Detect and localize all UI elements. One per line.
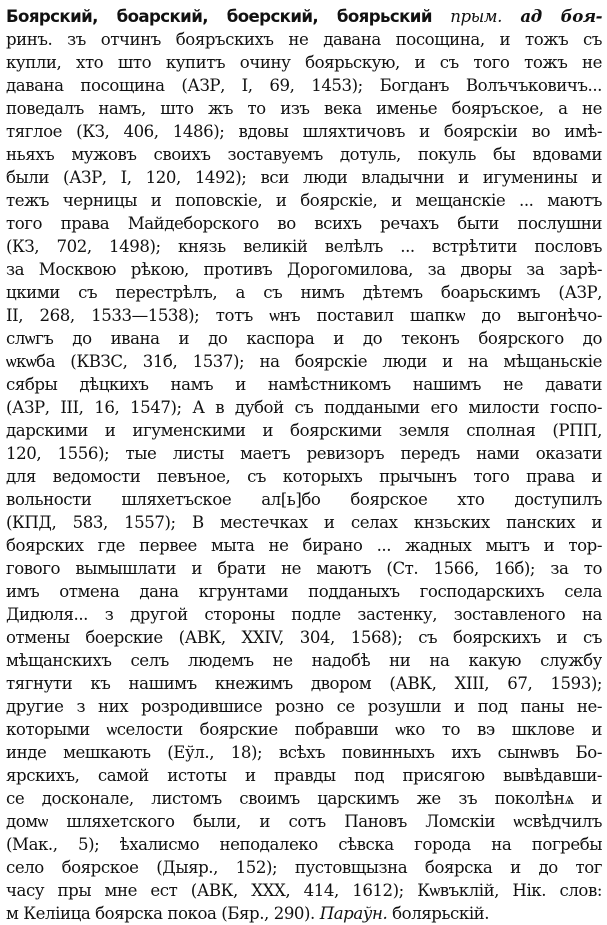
entry-line: тежъ черницы и поповскіе, и боярскіе, и мещанскіе ... маютъ	[6, 191, 602, 210]
entry-line: поведалъ намъ, што жъ то изъ века именье бояръское, а не	[6, 99, 602, 118]
entry-line: были (АЗР, І, 120, 1492); вси люди владычни и игуменины и	[6, 168, 602, 187]
entry-line: ярскихъ, самой истоты и правды под присягою вывѣдавши-	[6, 766, 602, 785]
entry-line: тяглое (КЗ, 406, 1486); вдовы шляхтичовъ и боярскіи во имѣ-	[6, 122, 602, 141]
entry-line: слѡгъ до ивана и до каспора и до теконъ боярского до	[6, 329, 602, 348]
entry-line: ринъ. зъ отчинъ бояръскихъ не давана посощина, и тожъ съ	[6, 30, 602, 49]
entry-line: цкими съ перестрѣлъ, а съ нимъ дѣтемъ боарьскимъ (АЗР,	[6, 283, 602, 302]
entry-last-line	[6, 902, 602, 925]
entry-line: боярских где первее мыта не бирано ... жадных мытъ и тор-	[6, 536, 602, 555]
entry-line: для ведомости певъное, съ которыхъ прычынъ того права и	[6, 467, 602, 486]
entry-line: сябры дѣцкихъ намъ и намѣстникомъ нашимъ не давати	[6, 375, 602, 394]
entry-line: того права Майдеборского во всихъ речахъ быти послушни	[6, 214, 602, 233]
entry-line: которыми ѡселости боярские побравши ѡко то вэ шклове и	[6, 720, 602, 739]
entry-line: (КЗ, 702, 1498); князь великій велѣлъ ... встрѣтити пословъ	[6, 237, 602, 256]
entry-line: се досконале, листомъ своимъ царскимъ же зъ поколѣнѧ и	[6, 789, 602, 808]
entry-line: отмены боерские (АВК, XXIV, 304, 1568); съ боярскихъ и съ	[6, 628, 602, 647]
parallel-label: Параўн.	[319, 904, 388, 923]
entry-line: 120, 1556); тые листы маетъ ревизоръ передъ нами оказати	[6, 444, 602, 463]
entry-line: купли, хто што купитъ очину боярьскую, и съ того тожъ не	[6, 53, 602, 72]
entry-line: за Москвою рѣкою, противъ Дорогомилова, за дворы за зарѣ-	[6, 260, 602, 279]
entry-line-text: м Келіица боярска покоа (Бяр., 290).	[6, 904, 315, 923]
entry-line: дарскими и игуменскими и боярскими земля сполная (РПП,	[6, 421, 602, 440]
entry-line: ѡкѡба (КВЗС, 31б, 1537); на боярскіе люди и на мѣщаньскіе	[6, 352, 602, 371]
entry-line: инде мешкають (Еўл., 18); всѣхъ повинныхъ ихъ сынѡвъ Бо-	[6, 743, 602, 762]
entry-line: ІІ, 268, 1533—1538); тотъ ѡнъ поставил шапкѡ до выгонѣчо-	[6, 306, 602, 325]
entry-line: давана посощина (АЗР, І, 69, 1453); Богданъ Волъчъковичъ...	[6, 76, 602, 95]
entry-line: (КПД, 583, 1557); В местечках и селах кнзьских панских и	[6, 513, 602, 532]
entry-line: (Мак., 5); ѣхалисмо неподалеко сѣвска города на погребы	[6, 835, 602, 854]
etymology-start: ад боя-	[520, 6, 602, 26]
entry-line: вольности шляхетъское ал[ь]бо боярское хто доступилъ	[6, 490, 602, 509]
part-of-speech: прым.	[450, 7, 502, 26]
parallel-word: болярьскій.	[392, 904, 490, 923]
entry-line: мѣщанскихъ селъ людемъ не надобѣ ни на какую службу	[6, 651, 602, 670]
entry-line: имъ отмена дана кгрунтами подданыхъ господарскихъ села	[6, 582, 602, 601]
entry-line: другие з них розродившисе розно се розушли и под паны не-	[6, 697, 602, 716]
entry-line: гового вымышлати и брати не маютъ (Ст. 1566, 16б); за то	[6, 559, 602, 578]
entry-line: село боярское (Дыяр., 152); пустовщызна боярска и до тог	[6, 858, 602, 877]
entry-line: ньяхъ мужовъ своихъ зоставуемъ дотуль, покуль бы вдовами	[6, 145, 602, 164]
entry-line: тягнути къ нашимъ кнежимъ двором (АВК, XIII, 67, 1593);	[6, 674, 602, 693]
entry-line: (АЗР, ІІІ, 16, 1547); А в дубой съ поддаными его милости госпо-	[6, 398, 602, 417]
entry-line: часу пры мне ест (АВК, XXX, 414, 1612); Кѡвъклій, Нік. слов:	[6, 881, 602, 900]
headword: Боярский, боарский, боерский, боярьский	[6, 7, 432, 26]
entry-line: домѡ шляхетского были, и сотъ Пановъ Ломскіи ѡсвѣдчилъ	[6, 812, 602, 831]
entry-line: Дидюля... з другой стороны подле застенку, зоставленого на	[6, 605, 602, 624]
entry-first-line	[6, 5, 602, 28]
